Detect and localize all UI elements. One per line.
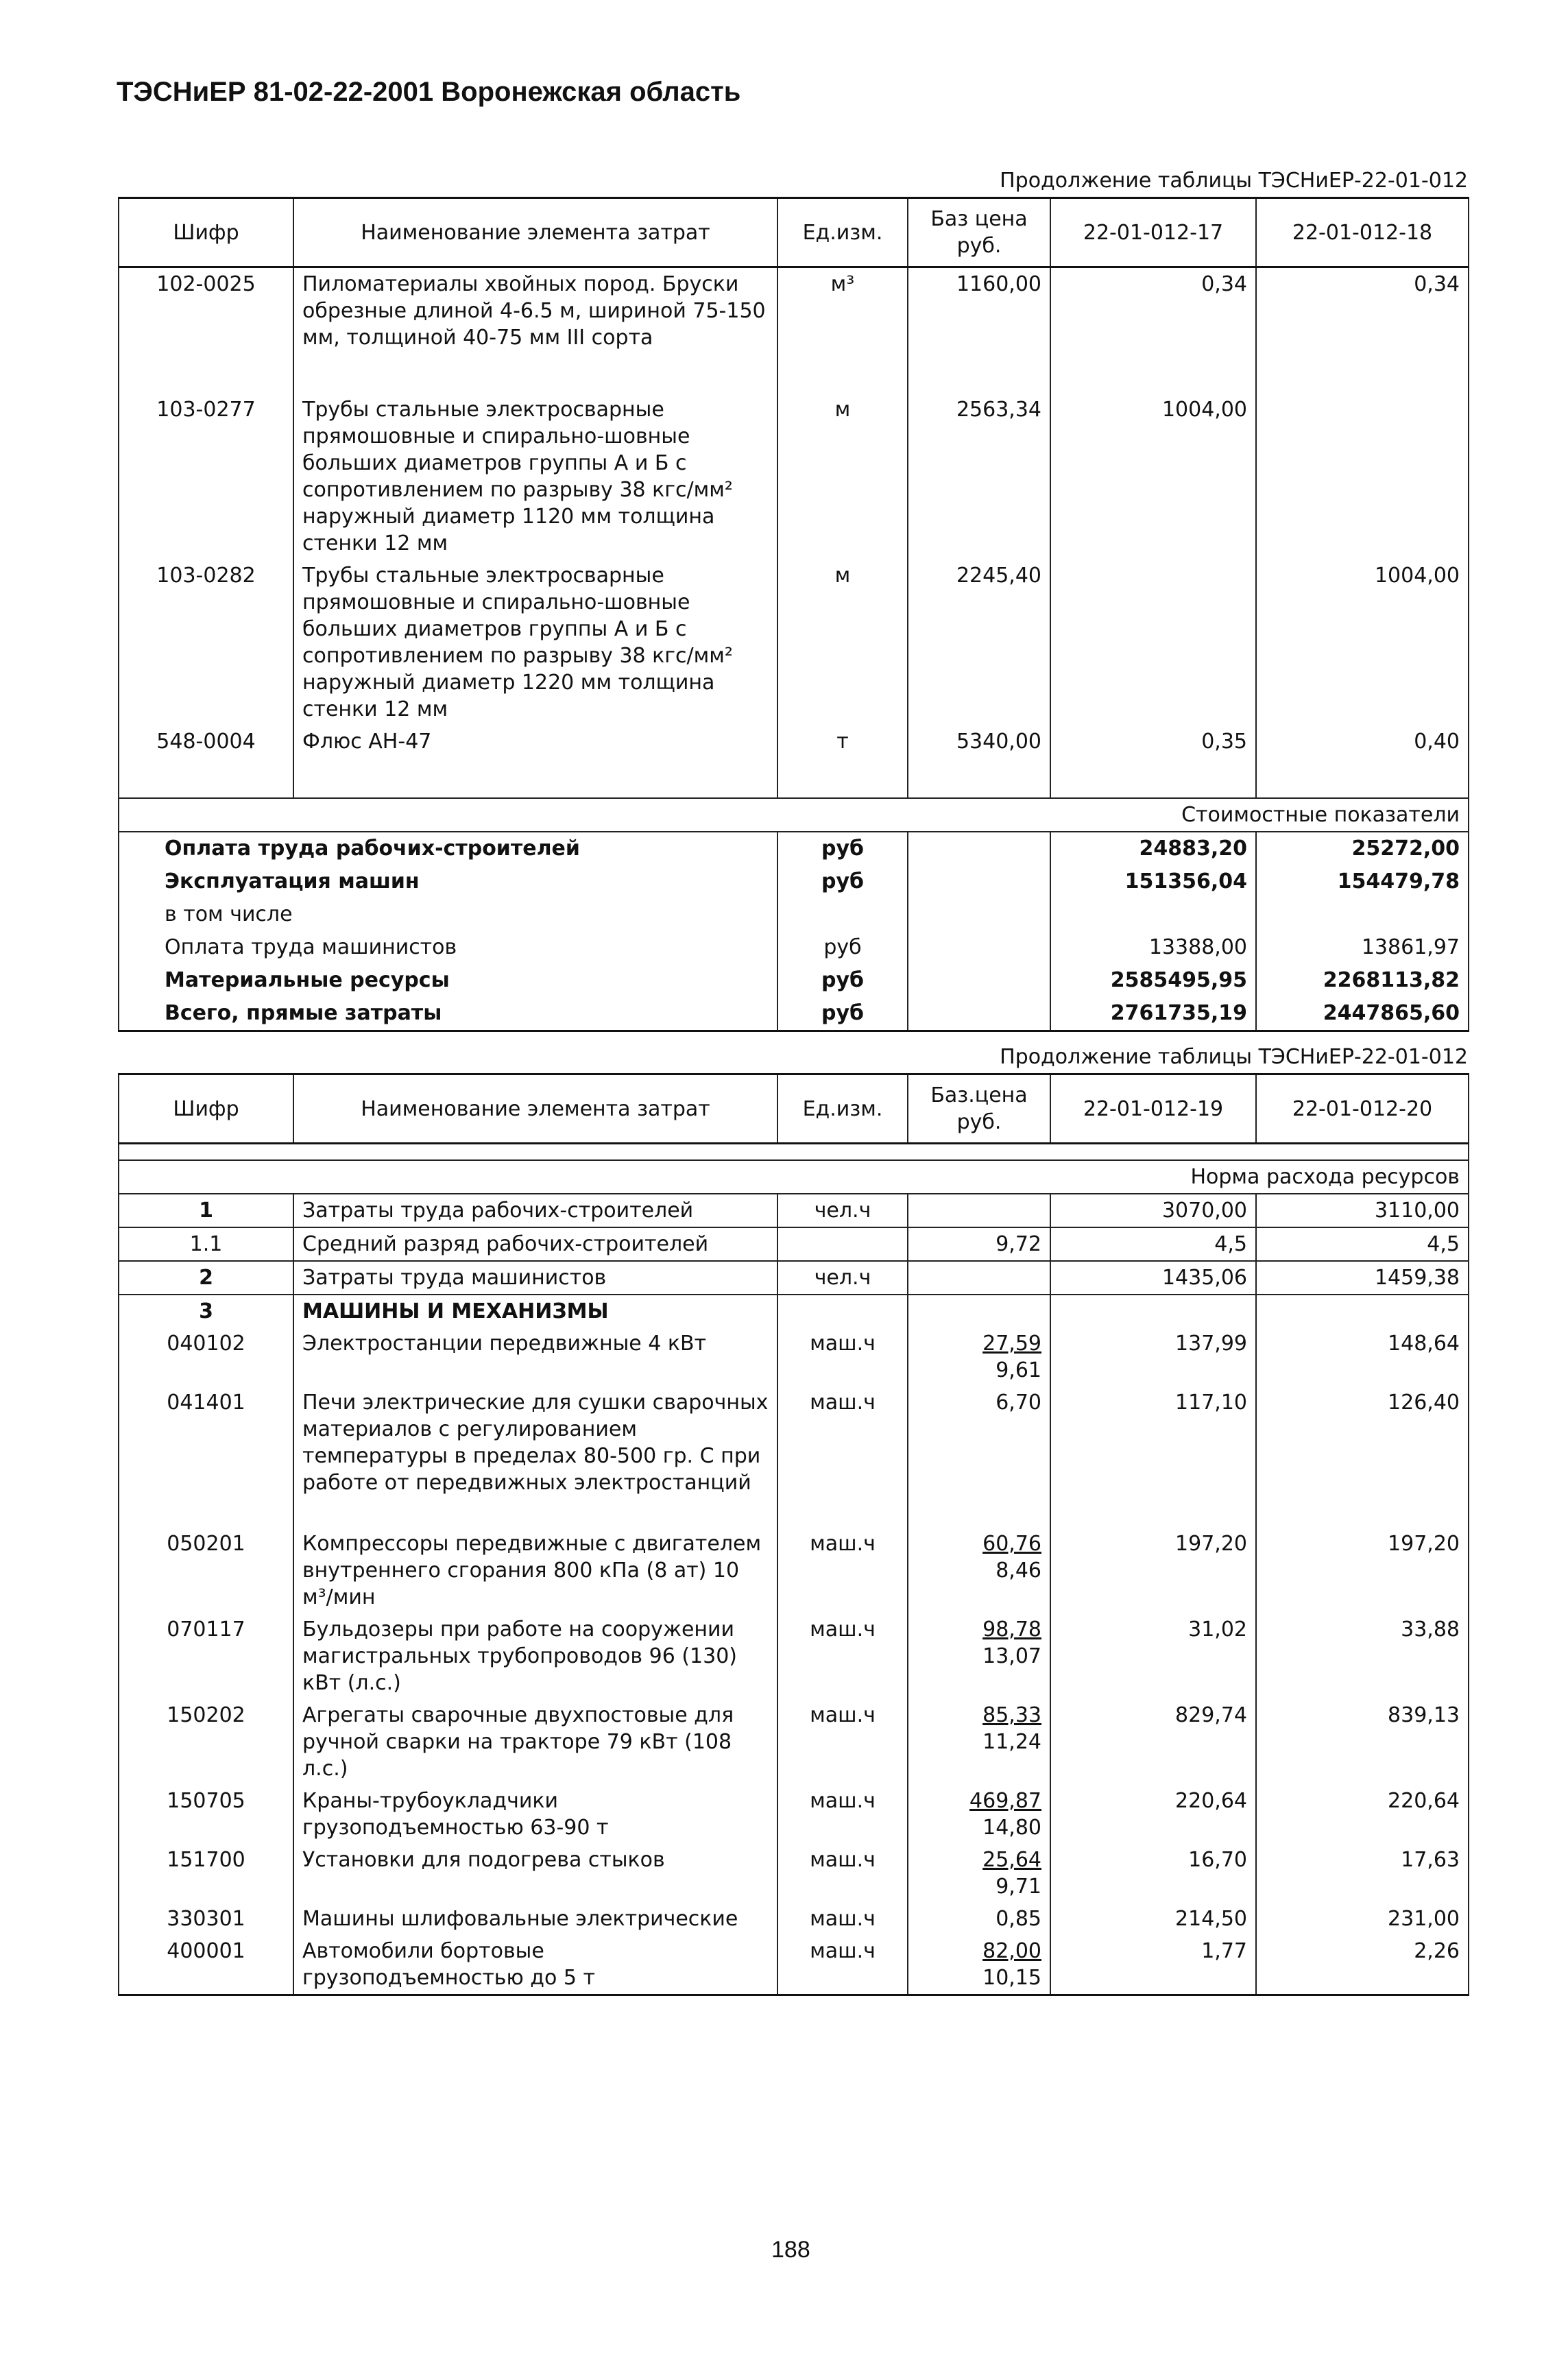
row-price-machinist: 8,46 (996, 1559, 1041, 1583)
summary-value-2: 13861,97 (1256, 931, 1469, 964)
row-name: Компрессоры передвижные с двигателем внутреннего сгорания 800 кПа (8 ат) 10 м³/мин (293, 1528, 777, 1613)
row-value-1: 4,5 (1050, 1227, 1256, 1261)
table-row (119, 1613, 1469, 1699)
table-row (119, 1386, 1469, 1528)
row-value-1 (1050, 560, 1256, 725)
header-col1: 22-01-012-17 (1050, 198, 1256, 267)
summary-value-1: 2761735,19 (1050, 997, 1256, 1031)
section-row (119, 1160, 1469, 1194)
row-value-2: 2,26 (1256, 1935, 1469, 1995)
row-value-1: 137,99 (1050, 1327, 1256, 1386)
summary-value-2: 154479,78 (1256, 865, 1469, 898)
header-price: Баз цена руб. (908, 198, 1050, 267)
row-code: 1.1 (119, 1227, 293, 1261)
row-value-2: 33,88 (1256, 1613, 1469, 1699)
row-price (908, 1261, 1050, 1295)
row-value-2: 3110,00 (1256, 1194, 1469, 1227)
row-unit: маш.ч (777, 1844, 908, 1903)
table1-caption: Продолжение таблицы ТЭСНиЕР-22-01-012 (1000, 169, 1468, 193)
header-col2: 22-01-012-20 (1256, 1074, 1469, 1144)
table-row (119, 1528, 1469, 1613)
table-row (119, 1194, 1469, 1227)
row-value-2: 4,5 (1256, 1227, 1469, 1261)
header-col1: 22-01-012-19 (1050, 1074, 1256, 1144)
row-value-2: 17,63 (1256, 1844, 1469, 1903)
header-price: Баз.цена руб. (908, 1074, 1050, 1144)
row-price: 2245,40 (908, 560, 1050, 725)
row-price: 82,00 (982, 1939, 1041, 1963)
row-code: 330301 (119, 1903, 293, 1935)
row-name: Автомобили бортовые грузоподъемностью до 5 т (293, 1935, 777, 1995)
row-price-machinist: 9,71 (996, 1875, 1041, 1899)
row-unit: маш.ч (777, 1935, 908, 1995)
table1 (118, 197, 1469, 1032)
row-price-machinist: 11,24 (982, 1730, 1041, 1754)
summary-row (119, 832, 1469, 865)
row-value-2: 197,20 (1256, 1528, 1469, 1613)
table-row (119, 267, 1469, 354)
row-name: Трубы стальные электросварные прямошовные и спирально-шовные больших диаметров группы А и Б с сопротивлением по разрыву 38 кгс/мм² наружный диаметр 1220 мм толщина стенки 12 мм (293, 560, 777, 725)
row-unit: м³ (777, 267, 908, 354)
row-price: 27,59 (982, 1332, 1041, 1356)
summary-row (119, 931, 1469, 964)
row-code: 1 (119, 1194, 293, 1227)
row-code: 050201 (119, 1528, 293, 1613)
row-unit: м (777, 560, 908, 725)
row-name: Агрегаты сварочные двухпостовые для ручной сварки на тракторе 79 кВт (108 л.с.) (293, 1699, 777, 1785)
table-row (119, 1844, 1469, 1903)
row-price: 2563,34 (908, 394, 1050, 560)
table-row (119, 725, 1469, 758)
table-row (119, 1699, 1469, 1785)
section-label: Норма расхода ресурсов (119, 1160, 1469, 1194)
row-name: Бульдозеры при работе на сооружении магистральных трубопроводов 96 (130) кВт (л.с.) (293, 1613, 777, 1699)
row-unit: маш.ч (777, 1903, 908, 1935)
row-name: Установки для подогрева стыков (293, 1844, 777, 1903)
row-unit: маш.ч (777, 1699, 908, 1785)
header-col2: 22-01-012-18 (1256, 198, 1469, 267)
row-price: 60,76 (982, 1532, 1041, 1556)
row-name: Затраты труда рабочих-строителей (293, 1194, 777, 1227)
table-row (119, 394, 1469, 560)
row-value-2: 1459,38 (1256, 1261, 1469, 1295)
summary-unit: руб (777, 964, 908, 997)
row-code: 2 (119, 1261, 293, 1295)
summary-unit (777, 898, 908, 931)
summary-unit: руб (777, 997, 908, 1031)
table1-header-row (119, 198, 1469, 267)
row-name: Флюс АН-47 (293, 725, 777, 758)
row-value-1: 0,34 (1050, 267, 1256, 354)
row-value-2: 0,40 (1256, 725, 1469, 758)
row-code: 150202 (119, 1699, 293, 1785)
row-unit: маш.ч (777, 1613, 908, 1699)
table2-caption: Продолжение таблицы ТЭСНиЕР-22-01-012 (1000, 1045, 1468, 1069)
row-code: 400001 (119, 1935, 293, 1995)
row-value-1: 31,02 (1050, 1613, 1256, 1699)
row-price-machinist: 10,15 (982, 1966, 1041, 1990)
row-price-machinist: 9,61 (996, 1358, 1041, 1382)
spacer-row (119, 758, 1469, 798)
header-code: Шифр (119, 1074, 293, 1144)
page-title: ТЭСНиЕР 81-02-22-2001 Воронежская область (117, 77, 741, 107)
row-price (908, 1194, 1050, 1227)
row-value-1: 117,10 (1050, 1386, 1256, 1528)
summary-row (119, 898, 1469, 931)
row-value-1: 1004,00 (1050, 394, 1256, 560)
table-row (119, 1227, 1469, 1261)
summary-label: Всего, прямые затраты (119, 997, 777, 1031)
row-code: 150705 (119, 1785, 293, 1844)
summary-row (119, 997, 1469, 1031)
summary-value-2: 2447865,60 (1256, 997, 1469, 1031)
row-name: Пиломатериалы хвойных пород. Бруски обрезные длиной 4-6.5 м, шириной 75-150 мм, толщиной 40-75 мм III сорта (293, 267, 777, 354)
row-value-2: 220,64 (1256, 1785, 1469, 1844)
summary-label: Оплата труда рабочих-строителей (119, 832, 777, 865)
summary-label: Оплата труда машинистов (119, 931, 777, 964)
summary-unit: руб (777, 865, 908, 898)
spacer-row (119, 354, 1469, 394)
machines-code: 3 (119, 1295, 293, 1327)
row-value-2: 0,34 (1256, 267, 1469, 354)
row-value-1: 829,74 (1050, 1699, 1256, 1785)
row-name: Краны-трубоукладчики грузоподъемностью 63-90 т (293, 1785, 777, 1844)
row-unit: маш.ч (777, 1785, 908, 1844)
row-price: 9,72 (908, 1227, 1050, 1261)
row-unit: маш.ч (777, 1528, 908, 1613)
summary-value-2: 25272,00 (1256, 832, 1469, 865)
row-name: Средний разряд рабочих-строителей (293, 1227, 777, 1261)
header-name: Наименование элемента затрат (293, 198, 777, 267)
table-row (119, 1261, 1469, 1295)
header-code: Шифр (119, 198, 293, 267)
summary-label: Эксплуатация машин (119, 865, 777, 898)
summary-value-1 (1050, 898, 1256, 931)
summary-value-2 (1256, 898, 1469, 931)
row-value-1: 1,77 (1050, 1935, 1256, 1995)
summary-label: в том числе (119, 898, 777, 931)
row-value-1: 3070,00 (1050, 1194, 1256, 1227)
summary-label: Материальные ресурсы (119, 964, 777, 997)
row-code: 103-0282 (119, 560, 293, 725)
row-price: 469,87 (969, 1789, 1041, 1813)
row-value-1: 197,20 (1050, 1528, 1256, 1613)
summary-row (119, 964, 1469, 997)
row-code: 041401 (119, 1386, 293, 1528)
row-value-1: 16,70 (1050, 1844, 1256, 1903)
row-code: 040102 (119, 1327, 293, 1386)
table-row (119, 1903, 1469, 1935)
summary-value-1: 24883,20 (1050, 832, 1256, 865)
summary-value-1: 2585495,95 (1050, 964, 1256, 997)
row-value-1: 1435,06 (1050, 1261, 1256, 1295)
row-unit: т (777, 725, 908, 758)
row-name: Машины шлифовальные электрические (293, 1903, 777, 1935)
row-value-1: 214,50 (1050, 1903, 1256, 1935)
row-unit: маш.ч (777, 1327, 908, 1386)
section-row (119, 798, 1469, 832)
summary-value-1: 13388,00 (1050, 931, 1256, 964)
row-unit (777, 1227, 908, 1261)
machines-header-row (119, 1295, 1469, 1327)
row-name: Электростанции передвижные 4 кВт (293, 1327, 777, 1386)
table-row (119, 560, 1469, 725)
summary-value-2: 2268113,82 (1256, 964, 1469, 997)
row-unit: чел.ч (777, 1261, 908, 1295)
row-unit: м (777, 394, 908, 560)
row-value-2: 1004,00 (1256, 560, 1469, 725)
table2 (118, 1073, 1469, 1996)
table-row (119, 1327, 1469, 1386)
row-price-machinist: 13,07 (982, 1644, 1041, 1668)
machines-title: МАШИНЫ И МЕХАНИЗМЫ (293, 1295, 777, 1327)
section-label: Стоимостные показатели (119, 798, 1469, 832)
row-value-2: 231,00 (1256, 1903, 1469, 1935)
row-value-1: 220,64 (1050, 1785, 1256, 1844)
row-code: 070117 (119, 1613, 293, 1699)
row-value-2 (1256, 394, 1469, 560)
row-name: Затраты труда машинистов (293, 1261, 777, 1295)
summary-unit: руб (777, 832, 908, 865)
summary-value-1: 151356,04 (1050, 865, 1256, 898)
spacer-row (119, 1144, 1469, 1161)
row-price: 6,70 (908, 1386, 1050, 1528)
table2-header-row (119, 1074, 1469, 1144)
row-code: 151700 (119, 1844, 293, 1903)
row-code: 548-0004 (119, 725, 293, 758)
row-price: 85,33 (982, 1703, 1041, 1727)
page-number: 188 (771, 2237, 810, 2263)
summary-unit: руб (777, 931, 908, 964)
row-code: 102-0025 (119, 267, 293, 354)
row-unit: чел.ч (777, 1194, 908, 1227)
row-value-2: 148,64 (1256, 1327, 1469, 1386)
row-name: Печи электрические для сушки сварочных материалов с регулированием температуры в пределах 80-500 гр. С при работе от передвижных электростанций (293, 1386, 777, 1528)
header-unit: Ед.изм. (777, 198, 908, 267)
table-row (119, 1785, 1469, 1844)
row-price: 25,64 (982, 1848, 1041, 1872)
row-price: 5340,00 (908, 725, 1050, 758)
row-price: 1160,00 (908, 267, 1050, 354)
header-name: Наименование элемента затрат (293, 1074, 777, 1144)
row-unit: маш.ч (777, 1386, 908, 1528)
row-name: Трубы стальные электросварные прямошовные и спирально-шовные больших диаметров группы А и Б с сопротивлением по разрыву 38 кгс/мм² наружный диаметр 1120 мм толщина стенки 12 мм (293, 394, 777, 560)
row-value-2: 839,13 (1256, 1699, 1469, 1785)
row-price-machinist: 14,80 (982, 1816, 1041, 1840)
row-code: 103-0277 (119, 394, 293, 560)
row-price: 0,85 (908, 1903, 1050, 1935)
row-value-2: 126,40 (1256, 1386, 1469, 1528)
row-value-1: 0,35 (1050, 725, 1256, 758)
table-row (119, 1935, 1469, 1995)
summary-row (119, 865, 1469, 898)
row-price: 98,78 (982, 1618, 1041, 1642)
header-unit: Ед.изм. (777, 1074, 908, 1144)
